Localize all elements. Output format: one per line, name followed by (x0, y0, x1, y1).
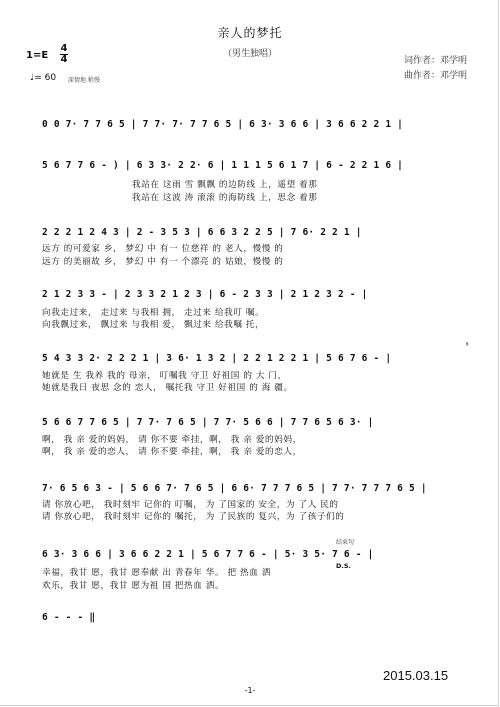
time-signature (60, 44, 68, 65)
lyricist-credit: 词作者：邓学明 (404, 56, 468, 66)
lyric-line-3a: 远方 的可爱家 乡， 梦幻 中 有一 位慈祥 的 老人，慢慢 的 (42, 244, 284, 254)
page-number: -1- (244, 686, 256, 695)
lyric-line-3b: 远方 的美丽故 乡， 梦幻 中 有一 个漂亮 的 姑娘，慢慢 的 (42, 257, 284, 267)
notation-line-1: 0 0 7· 7 7 6 5 | 7 7· 7· 7 7 6 5 | 6 3· 3 6 6 | 3 6 6 2 2 1 | (42, 119, 404, 130)
lyric-line-7b: 请 你放心吧， 我时刻牢 记你的 嘱托， 为 了民族的 复兴，为 了孩子们的 (42, 512, 345, 522)
lyric-line-2b: 我站在 这波 涛 滚滚 的海防线 上，思念 着那 (132, 193, 318, 203)
lyric-line-8a: 幸福，我甘 愿，我甘 愿奉献 出 青春年 华。 把 热血 洒 (42, 568, 271, 578)
song-title: 亲人的梦托 (217, 26, 283, 40)
lyric-line-5b: 她就是我日 夜思 念的 恋人， 嘱托我 守卫 好祖国 的 海 疆。 (42, 383, 293, 393)
lyric-line-4a: 向我走过来， 走过来 与我相 拥， 走过来 给我叮 嘱。 (42, 308, 265, 318)
segno-mark: 𝄋 (466, 341, 469, 348)
song-subtitle: （男生独唱） (222, 49, 277, 59)
notation-line-3: 2 2 2 1 2 4 3 | 2 - 3 5 3 | 6 6 3 2 2 5 | 7 6· 2 2 1 | (42, 227, 362, 238)
notation-line-6: 5 6 6 7 7 6 5 | 7 7· 7 6 5 | 7 7· 5 6 6 | 7 7 6 5 6 3· | (42, 417, 374, 428)
notation-line-8: 6 3· 3 6 6 | 3 6 6 2 2 1 | 5 6 7 7 6 - | 5· 3 5· 7 6 - | (42, 549, 374, 560)
key-signature: 1=E (26, 50, 49, 61)
tempo-marking: ♩= 60 (30, 73, 57, 83)
notation-line-5: 5 4 3 3 2· 2 2 2 1 | 3 6· 1 3 2 | 2 2 1 2 2 1 | 5 6 7 6 - | (42, 353, 392, 364)
lyric-line-6b: 啊， 我 亲 爱的恋人， 请 你不要 牵挂，啊， 我 亲 爱的恋人， (42, 447, 302, 457)
time-signature-top: 4 (60, 43, 68, 54)
notation-line-4: 2 1 2 3 3 - | 2 3 3 2 1 2 3 | 6 - 2 3 3 | 2 1 2 3 2 - | (42, 289, 368, 300)
date-stamp: 2015.03.15 (383, 668, 449, 683)
notation-line-9: 6 - - - ‖ (42, 612, 96, 623)
time-signature-bottom: 4 (60, 54, 68, 65)
coda-label: 结束句 (336, 539, 355, 546)
composer-credit: 曲作者：邓学明 (404, 71, 468, 81)
notation-line-7: 7· 6 5 6 3 - | 5 6 6 7· 7 6 5 | 6 6· 7 7 7 6 5 | 7 7· 7 7 7 6 5 | (42, 483, 427, 494)
lyric-line-4b: 向我飘过来， 飘过来 与我相 爱， 飘过来 给我嘱 托， (42, 320, 265, 330)
lyric-line-2a: 我站在 这雨 雪 飘飘 的边防线 上，遥望 着那 (132, 180, 318, 190)
notation-line-2: 5 6 7 7 6 - ) | 6 3 3· 2 2· 6 | 1 1 1 5 6 1 7 | 6 - 2 2 1 6 | (42, 160, 404, 171)
lyric-line-6a: 啊， 我 亲 爱的妈妈， 请 你不要 牵挂，啊， 我 亲 爱的妈妈， (42, 435, 302, 445)
lyric-line-8b: 欢乐，我甘 愿，我甘 愿为祖 国 把热血 洒。 (42, 581, 225, 591)
lyric-line-7a: 请 你放心吧， 我时刻牢 记你的 叮嘱， 为 了国家的 安全，为 了人 民的 (42, 500, 339, 510)
ds-mark: D.S. (336, 562, 352, 570)
lyric-line-5a: 她就是 生 我养 我的 母亲， 叮嘱我 守卫 好祖国 的 大 门， (42, 371, 287, 381)
tempo-expression: 深情地 稍慢 (68, 77, 100, 84)
